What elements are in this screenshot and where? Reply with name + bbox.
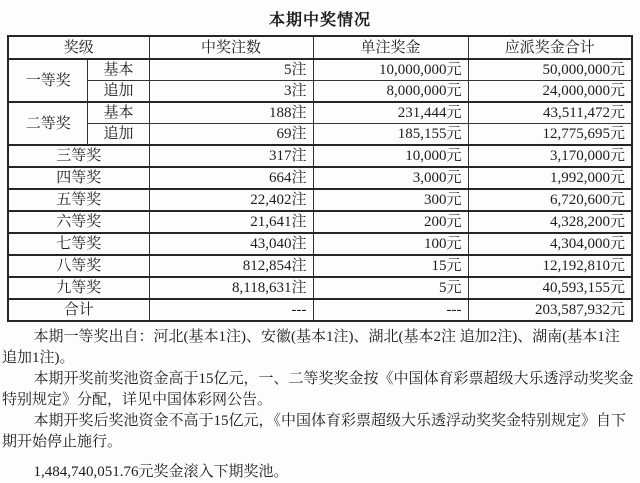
prize-level: 四等奖 xyxy=(8,167,149,189)
table-header-row xyxy=(8,36,632,59)
per-bet-prize: 15元 xyxy=(313,255,468,277)
prize-type: 追加 xyxy=(88,81,149,103)
total-prize: 50,000,000元 xyxy=(468,59,632,81)
footnotes xyxy=(2,327,638,483)
header-per-bet-prize: 单注奖金 xyxy=(313,36,468,59)
bet-count: 43,040注 xyxy=(149,233,313,255)
table-row-third-prize xyxy=(8,145,632,167)
header-total-prize: 应派奖金合计 xyxy=(468,36,632,59)
note-pre-draw-pool-rule: 本期开奖前奖池资金高于15亿元，一、二等奖奖金按《中国体育彩票超级大乐透浮动奖奖金特别规定》分配，详见中国体彩网公告。 xyxy=(2,371,634,408)
per-bet-prize: 3,000元 xyxy=(313,167,468,189)
table-row-eighth-prize xyxy=(8,255,632,277)
bet-count: 22,402注 xyxy=(149,189,313,211)
total-prize: 43,511,472元 xyxy=(468,102,632,124)
table-row-ninth-prize xyxy=(8,277,632,299)
prize-type: 基本 xyxy=(88,102,149,124)
table-row-total xyxy=(8,299,632,321)
bet-count: --- xyxy=(149,299,313,321)
note-first-prize-origin: 本期一等奖出自：河北(基本1注)、安徽(基本1注)、湖北(基本2注 追加2注)、湖南(基本1注 追加1注)。 xyxy=(2,329,620,366)
per-bet-prize: 231,444元 xyxy=(313,102,468,124)
header-bet-count: 中奖注数 xyxy=(149,36,313,59)
prize-type: 追加 xyxy=(88,124,149,146)
bet-count: 5注 xyxy=(149,59,313,81)
total-prize: 3,170,000元 xyxy=(468,145,632,167)
total-prize: 12,775,695元 xyxy=(468,124,632,146)
bet-count: 317注 xyxy=(149,145,313,167)
bet-count: 812,854注 xyxy=(149,255,313,277)
per-bet-prize: 10,000,000元 xyxy=(313,59,468,81)
per-bet-prize: 185,155元 xyxy=(313,124,468,146)
total-prize: 40,593,155元 xyxy=(468,277,632,299)
table-row-first-prize-basic xyxy=(8,59,632,81)
bet-count: 8,118,631注 xyxy=(149,277,313,299)
table-row-second-prize-additional xyxy=(8,124,632,146)
table-row-sixth-prize xyxy=(8,211,632,233)
prize-level: 二等奖 xyxy=(8,102,88,145)
prize-level: 七等奖 xyxy=(8,233,149,255)
table-row-first-prize-additional xyxy=(8,81,632,103)
per-bet-prize: 8,000,000元 xyxy=(313,81,468,103)
table-row-fifth-prize xyxy=(8,189,632,211)
note-rollover-amount: 1,484,740,051.76元奖金滚入下期奖池。 xyxy=(33,464,289,480)
total-prize: 24,000,000元 xyxy=(468,81,632,103)
per-bet-prize: 300元 xyxy=(313,189,468,211)
prize-level: 五等奖 xyxy=(8,189,149,211)
bet-count: 664注 xyxy=(149,167,313,189)
total-prize: 4,304,000元 xyxy=(468,233,632,255)
prize-result-table xyxy=(7,35,633,322)
prize-level: 三等奖 xyxy=(8,145,149,167)
per-bet-prize: --- xyxy=(313,299,468,321)
total-prize: 4,328,200元 xyxy=(468,211,632,233)
bet-count: 3注 xyxy=(149,81,313,103)
prize-level: 合计 xyxy=(8,299,149,321)
total-prize: 6,720,600元 xyxy=(468,189,632,211)
bet-count: 188注 xyxy=(149,102,313,124)
bet-count: 69注 xyxy=(149,124,313,146)
per-bet-prize: 5元 xyxy=(313,277,468,299)
per-bet-prize: 10,000元 xyxy=(313,145,468,167)
bet-count: 21,641注 xyxy=(149,211,313,233)
table-row-second-prize-basic xyxy=(8,102,632,124)
prize-type: 基本 xyxy=(88,59,149,81)
prize-level: 六等奖 xyxy=(8,211,149,233)
table-row-fourth-prize xyxy=(8,167,632,189)
per-bet-prize: 100元 xyxy=(313,233,468,255)
header-prize-level: 奖级 xyxy=(8,36,149,59)
total-prize: 1,992,000元 xyxy=(468,167,632,189)
note-post-draw-pool-rule: 本期开奖后奖池资金不高于15亿元，《中国体育彩票超级大乐透浮动奖奖金特别规定》自下期开始停止施行。 xyxy=(2,413,627,450)
prize-level: 九等奖 xyxy=(8,277,149,299)
page-title: 本期中奖情况 xyxy=(268,12,371,29)
total-prize: 203,587,932元 xyxy=(468,299,632,321)
total-prize: 12,192,810元 xyxy=(468,255,632,277)
prize-level: 一等奖 xyxy=(8,59,88,102)
prize-level: 八等奖 xyxy=(8,255,149,277)
per-bet-prize: 200元 xyxy=(313,211,468,233)
table-row-seventh-prize xyxy=(8,233,632,255)
